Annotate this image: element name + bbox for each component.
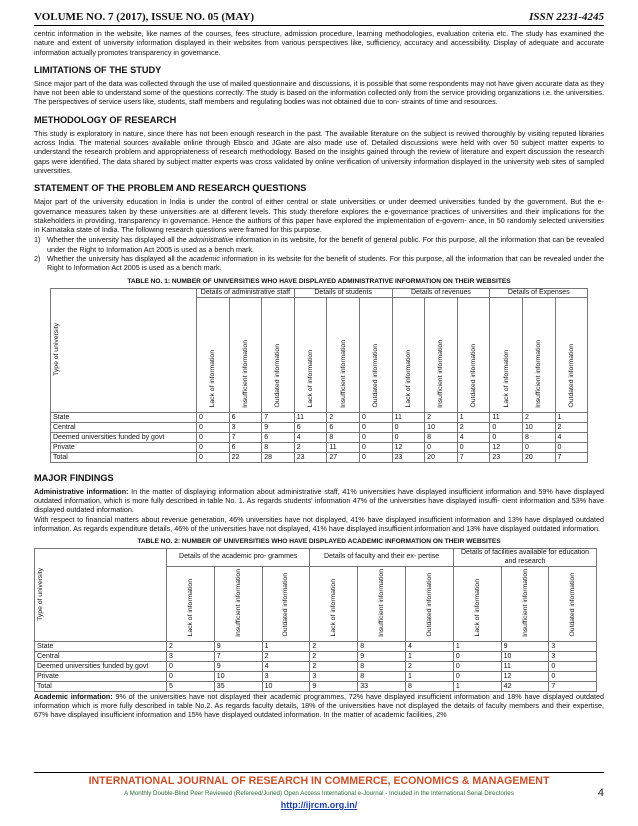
- header-volume-issue: VOLUME NO. 7 (2017), ISSUE NO. 05 (MAY): [34, 11, 254, 23]
- table-row: [35, 661, 597, 671]
- table-cell: 2: [310, 641, 358, 651]
- question-number: 1): [34, 235, 41, 245]
- table-cell: 4: [294, 432, 327, 442]
- table-cell: 7: [262, 412, 295, 422]
- question-text-post: information in its website for the benefit of students. For this purpose, all the information that can be revealed under the Right to Information Act 2005 is used as a bench mark.: [47, 254, 604, 273]
- table-cell: 2: [522, 412, 555, 422]
- body-content: [34, 29, 604, 725]
- journal-url-link[interactable]: http://ijrcm.org.in/: [280, 800, 358, 810]
- table-cell: 4: [555, 432, 588, 442]
- table-cell: 6: [294, 422, 327, 432]
- table1-group-header: Details of revenues: [392, 288, 490, 297]
- table-cell: 2: [262, 651, 310, 661]
- table-cell: 1: [453, 641, 501, 651]
- table-cell: 0: [392, 432, 425, 442]
- table-cell: 0: [490, 432, 523, 442]
- t1-subheader: Lack of information: [197, 297, 230, 412]
- findings-admin-paragraph: [34, 487, 604, 515]
- question-text-pre: Whether the university has displayed all the: [47, 235, 189, 245]
- row-label: State: [35, 641, 167, 651]
- t1-subheader: Lack of information: [294, 297, 327, 412]
- table-cell: 2: [405, 661, 453, 671]
- table-cell: 8: [425, 432, 458, 442]
- table-cell: 7: [457, 452, 490, 462]
- research-question: [34, 235, 604, 254]
- page-number: 4: [597, 787, 604, 799]
- table1-caption: TABLE NO. 1: NUMBER OF UNIVERSITIES WHO HAVE DISPLAYED ADMINISTRATIVE INFORMATION ON THEIR WEBSITES: [127, 277, 511, 285]
- row-label: Total: [35, 681, 167, 691]
- row-label: Private: [35, 671, 167, 681]
- table-cell: 10: [522, 422, 555, 432]
- table2-caption: TABLE NO. 2: NUMBER OF UNIVERSITIES WHO HAVE DISPLAYED ACADEMIC INFORMATION ON THEIR WEBSITES: [137, 538, 501, 546]
- table-cell: 0: [453, 671, 501, 681]
- running-header: [34, 11, 604, 26]
- table-cell: 23: [392, 452, 425, 462]
- t2-subheader: Lack of information: [167, 566, 215, 641]
- table1-row-header: Type of university: [51, 288, 197, 412]
- intro-paragraph: centric information in the website, like names of the courses, fees structure, admission procedure, learning methodologies, evaluation criteria etc. The study has examined the nature and extent of university information displayed in their websites from various perspectives like, sufficiency, accuracy and accessibility. Display of adequate and accurate information actually promotes transparency in governance.: [34, 29, 604, 57]
- table-cell: 10: [262, 681, 310, 691]
- table-cell: 5: [167, 681, 215, 691]
- table-cell: 11: [392, 412, 425, 422]
- table1-group-header: Details of Expenses: [490, 288, 588, 297]
- t1-subheader: Outdated information: [457, 297, 490, 412]
- table-cell: 9: [358, 651, 406, 661]
- academic-text: 9% of the universities have not displayed their academic programmes, 72% have displayed insufficient information and 18% have displayed outdated information which is more fully described in table No.2. As regards faculty details, 18% of the universities have not displayed the details of faculty members and their expertise, 67% have displayed insufficient information and 15% have displayed outdated information. In the matter of academic facilities, 2%: [34, 691, 604, 720]
- table-cell: 11: [294, 412, 327, 422]
- findings-admin-text: In the matter of displaying information about administrative staff, 41% universities have displayed insufficient information and 59% have displayed outdated information, which is more fully described in table No. 1. As regards students' information 47% of the universities have displayed insuffi- cient information and 53% have displayed outdated information.: [34, 486, 604, 515]
- table-cell: 2: [555, 422, 588, 432]
- row-label: Central: [35, 651, 167, 661]
- table-cell: 8: [358, 671, 406, 681]
- question-text-pre: Whether the university has displayed all the: [47, 254, 190, 264]
- table1-group-header: Details of students: [294, 288, 392, 297]
- methodology-paragraph: This study is exploratory in nature, since there has not been enough research in the past. The available literature on the subject is revived thoroughly by visiting reputed libraries across India. The material sources available online through Ebsco and JGate are also made use of. Detailed discussions were held with over 50 subject matter experts to understand the research problem and appropriateness of research methodology. Based on the insights gained through the review of literature and expert discussion the research gaps were identified. The data shared by subject matter experts was cross validated by online verification of university information displayed in the university web sites of sampled universities.: [34, 128, 604, 175]
- table-cell: 9: [214, 661, 262, 671]
- table-cell: 7: [549, 681, 597, 691]
- table-cell: 0: [197, 422, 230, 432]
- table-cell: 10: [214, 671, 262, 681]
- table-cell: 2: [167, 641, 215, 651]
- findings-finance-paragraph: With respect to financial matters about revenue generation, 46% universities have not displayed, 41% have displayed insufficient information and 13% have displayed outdated information. As regards expenditure details, 46% of the universities have not displayed, 41% have displayed insufficient information and 13% have displayed outdated information.: [34, 514, 604, 534]
- table-cell: 0: [197, 452, 230, 462]
- table-cell: 4: [405, 641, 453, 651]
- row-label: Deemed universities funded by govt: [35, 661, 167, 671]
- table-cell: 9: [262, 422, 295, 432]
- table-cell: 3: [310, 671, 358, 681]
- table-cell: 1: [262, 641, 310, 651]
- t2-subheader: Insufficient information: [214, 566, 262, 641]
- table-cell: 1: [453, 681, 501, 691]
- table-cell: 6: [229, 442, 262, 452]
- table-cell: 8: [262, 442, 295, 452]
- t1-subheader: Outdated information: [359, 297, 392, 412]
- table-cell: 20: [425, 452, 458, 462]
- table-cell: 8: [358, 661, 406, 671]
- journal-tagline: A Monthly Double-Blind Peer Reviewed (Refereed/Juried) Open Access International e-Journal - Included in the International Serial Directories: [124, 790, 514, 797]
- table-row: [35, 651, 597, 661]
- table-cell: 0: [167, 671, 215, 681]
- question-number: 2): [34, 254, 41, 264]
- academic-label: Academic information:: [34, 691, 113, 701]
- table-cell: 0: [197, 442, 230, 452]
- table1-group-row: [51, 288, 588, 297]
- table-cell: 2: [294, 442, 327, 452]
- t2-subheader: Lack of information: [453, 566, 501, 641]
- table-cell: 0: [457, 442, 490, 452]
- table-cell: 1: [555, 412, 588, 422]
- table-cell: 0: [359, 452, 392, 462]
- t1-subheader: Insufficient information: [522, 297, 555, 412]
- table-row: [51, 452, 588, 462]
- table-cell: 1: [405, 671, 453, 681]
- table-row: [51, 442, 588, 452]
- limitations-paragraph: Since major part of the data was collected through the use of mailed questionnaire and discussions, it is possible that some respondents may not have given accurate data as they have not been able to understand some of the questions correctly. The study is based on the information collected only from the service providing organizations i.e. the universities. The perspectives of service users like, students, staff members and regulating bodies was not obtained due to con- straints of time and resources.: [34, 78, 604, 107]
- t1-subheader: Insufficient information: [327, 297, 360, 412]
- table-cell: 22: [229, 452, 262, 462]
- table-cell: 11: [501, 661, 549, 671]
- statement-paragraph: Major part of the university education in India is under the control of either central or state universities or under deemed universities funded by the government. But the e-governance measures taken by these universities are at different levels. This study therefore explores the e-governance practices of universities and their implications for the stakeholders in providing, transparency in governance. Hence the authors of this paper have explored the implementation of e-govern- ance, in 50 randomly selected universities in Karnataka state of India. The following research questions were framed for this purpose.: [34, 197, 604, 235]
- table-cell: 2: [310, 661, 358, 671]
- table-cell: 23: [294, 452, 327, 462]
- question-text-post: information in its website, for the benefit of general public. For this purpose, all the information that can be revealed under the Right to Information Act 2005 is used as a bench mark.: [47, 235, 604, 254]
- table-cell: 4: [262, 661, 310, 671]
- t2-subheader: Outdated information: [549, 566, 597, 641]
- table-cell: 7: [555, 452, 588, 462]
- table-cell: 12: [392, 442, 425, 452]
- table-cell: 0: [425, 442, 458, 452]
- table-row: [35, 671, 597, 681]
- table2-group-row: [35, 549, 597, 566]
- findings-admin-label: Administrative information:: [34, 486, 129, 496]
- table-cell: 2: [425, 412, 458, 422]
- row-label: Total: [51, 452, 197, 462]
- t1-subheader: Outdated information: [262, 297, 295, 412]
- table-cell: 33: [358, 681, 406, 691]
- t1-subheader: Insufficient information: [425, 297, 458, 412]
- statement-heading: STATEMENT OF THE PROBLEM AND RESEARCH QUESTIONS: [34, 183, 307, 194]
- table-row: [51, 432, 588, 442]
- table-cell: 8: [327, 432, 360, 442]
- table2-group-header: Details of the academic pro- grammes: [167, 549, 310, 566]
- table-cell: 27: [327, 452, 360, 462]
- table-cell: 35: [214, 681, 262, 691]
- table-cell: 20: [522, 452, 555, 462]
- table1-administrative: [50, 288, 588, 463]
- table-cell: 9: [214, 641, 262, 651]
- table-cell: 6: [327, 422, 360, 432]
- table-cell: 11: [490, 412, 523, 422]
- table-cell: 0: [453, 661, 501, 671]
- table-cell: 0: [197, 412, 230, 422]
- table2-row-header: Type of university: [35, 549, 167, 641]
- table-cell: 11: [327, 442, 360, 452]
- limitations-heading: LIMITATIONS OF THE STUDY: [34, 64, 162, 75]
- table-cell: 3: [549, 641, 597, 651]
- t1-subheader: Lack of information: [392, 297, 425, 412]
- question-emphasis: administrative: [188, 235, 234, 245]
- table-cell: 2: [327, 412, 360, 422]
- table-cell: 0: [359, 432, 392, 442]
- journal-footer: [34, 772, 604, 811]
- table-cell: 3: [167, 651, 215, 661]
- table-cell: 12: [490, 442, 523, 452]
- table-cell: 4: [457, 432, 490, 442]
- findings-heading: MAJOR FINDINGS: [34, 472, 114, 483]
- table-cell: 1: [457, 412, 490, 422]
- t2-subheader: Insufficient information: [501, 566, 549, 641]
- table1-group-header: Details of administrative staff: [197, 288, 295, 297]
- t2-subheader: Lack of information: [310, 566, 358, 641]
- table2-academic: [34, 548, 597, 691]
- table-cell: 10: [501, 651, 549, 661]
- table-row: [51, 412, 588, 422]
- table-cell: 9: [501, 641, 549, 651]
- table-cell: 3: [549, 651, 597, 661]
- table-cell: 0: [392, 422, 425, 432]
- table2-group-header: Details of faculty and their ex- pertise: [310, 549, 453, 566]
- journal-title: INTERNATIONAL JOURNAL OF RESEARCH IN COMMERCE, ECONOMICS & MANAGEMENT: [88, 775, 550, 787]
- table-row: [35, 641, 597, 651]
- table-cell: 8: [405, 681, 453, 691]
- t2-subheader: Outdated information: [262, 566, 310, 641]
- row-label: Central: [51, 422, 197, 432]
- table-cell: 10: [425, 422, 458, 432]
- table-cell: 9: [310, 681, 358, 691]
- table2-group-header: Details of facilities available for education and research: [453, 549, 596, 566]
- t2-subheader: Outdated information: [405, 566, 453, 641]
- methodology-heading: METHODOLOGY OF RESEARCH: [34, 114, 177, 125]
- table-cell: 0: [549, 661, 597, 671]
- table-cell: 28: [262, 452, 295, 462]
- table-cell: 42: [501, 681, 549, 691]
- table-cell: 0: [522, 442, 555, 452]
- row-label: Private: [51, 442, 197, 452]
- table-cell: 0: [490, 422, 523, 432]
- table-cell: 12: [501, 671, 549, 681]
- question-emphasis: academic: [189, 254, 220, 264]
- table-row: [35, 681, 597, 691]
- table-cell: 0: [359, 442, 392, 452]
- table-cell: 0: [453, 651, 501, 661]
- table-cell: 0: [359, 412, 392, 422]
- table-cell: 2: [310, 651, 358, 661]
- table-cell: 2: [457, 422, 490, 432]
- table-cell: 0: [197, 432, 230, 442]
- research-questions-list: [34, 235, 604, 272]
- table-cell: 8: [522, 432, 555, 442]
- t1-subheader: Insufficient information: [229, 297, 262, 412]
- t1-subheader: Lack of information: [490, 297, 523, 412]
- table-cell: 23: [490, 452, 523, 462]
- table-cell: 6: [229, 412, 262, 422]
- header-issn: ISSN 2231-4245: [529, 11, 604, 23]
- row-label: Deemed universities funded by govt: [51, 432, 197, 442]
- research-question: [34, 254, 604, 273]
- table-cell: 7: [214, 651, 262, 661]
- table-cell: 7: [229, 432, 262, 442]
- table-cell: 0: [167, 661, 215, 671]
- t2-subheader: Insufficient information: [358, 566, 406, 641]
- row-label: State: [51, 412, 197, 422]
- table-cell: 8: [358, 641, 406, 651]
- academic-paragraph: [34, 692, 604, 720]
- table-cell: 1: [405, 651, 453, 661]
- table-cell: 0: [359, 422, 392, 432]
- table-cell: 0: [555, 442, 588, 452]
- table-cell: 3: [229, 422, 262, 432]
- table-cell: 3: [262, 671, 310, 681]
- table-cell: 0: [549, 671, 597, 681]
- table-cell: 6: [262, 432, 295, 442]
- t1-subheader: Outdated information: [555, 297, 588, 412]
- table-row: [51, 422, 588, 432]
